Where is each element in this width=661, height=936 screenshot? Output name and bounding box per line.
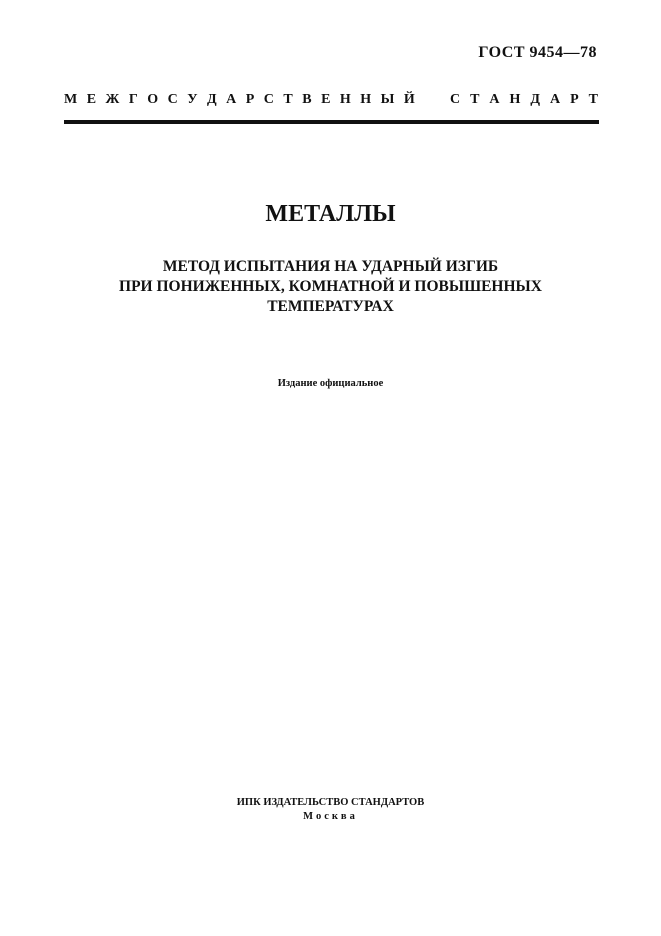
subtitle xyxy=(0,257,661,317)
standard-type-letter: Т xyxy=(470,92,480,107)
standard-type-letter: С xyxy=(263,92,274,107)
standard-type-letter: М xyxy=(64,92,78,107)
standard-type-letter: Д xyxy=(207,92,217,107)
standard-type-letter: Н xyxy=(339,92,351,107)
standard-type-letter: А xyxy=(489,92,500,107)
standard-type-letter: Р xyxy=(245,92,255,107)
standard-type-letter: У xyxy=(187,92,198,107)
publisher-name: ИПК ИЗДАТЕЛЬСТВО СТАНДАРТОВ xyxy=(236,797,425,808)
standard-type-word-2 xyxy=(450,91,598,109)
document-number: ГОСТ 9454—78 xyxy=(478,44,597,61)
standard-type-letter: В xyxy=(302,92,312,107)
standard-type-letter: Й xyxy=(403,92,415,107)
edition-label: Издание официальное xyxy=(277,378,384,389)
standard-type-heading xyxy=(64,91,598,109)
standard-type-letter: С xyxy=(167,92,178,107)
subtitle-line-1: МЕТОД ИСПЫТАНИЯ НА УДАРНЫЙ ИЗГИБ xyxy=(162,258,499,275)
standard-type-letter: Т xyxy=(588,92,598,107)
standard-type-letter: Е xyxy=(86,92,97,107)
standard-type-letter: Т xyxy=(283,92,293,107)
standard-type-letter: С xyxy=(450,92,461,107)
standard-type-letter: О xyxy=(147,92,159,107)
subtitle-line-2: ПРИ ПОНИЖЕННЫХ, КОМНАТНОЙ И ПОВЫШЕННЫХ xyxy=(119,278,542,295)
header-divider xyxy=(64,120,599,124)
standard-type-letter: А xyxy=(226,92,237,107)
subtitle-line-3: ТЕМПЕРАТУРАХ xyxy=(267,298,394,315)
standard-type-letter: Р xyxy=(570,92,579,107)
standard-type-letter: Ж xyxy=(105,92,120,107)
standard-type-letter: Г xyxy=(128,92,138,107)
standard-type-letter: Д xyxy=(530,92,540,107)
main-title: МЕТАЛЛЫ xyxy=(265,201,396,227)
standard-type-letter: Н xyxy=(360,92,372,107)
standard-type-letter: Е xyxy=(321,92,331,107)
standard-type-letter: Ы xyxy=(380,92,395,107)
standard-type-letter: Н xyxy=(509,92,521,107)
publisher-city: Москва xyxy=(303,811,358,822)
standard-type-word-1 xyxy=(64,91,415,109)
standard-type-letter: А xyxy=(549,92,561,107)
